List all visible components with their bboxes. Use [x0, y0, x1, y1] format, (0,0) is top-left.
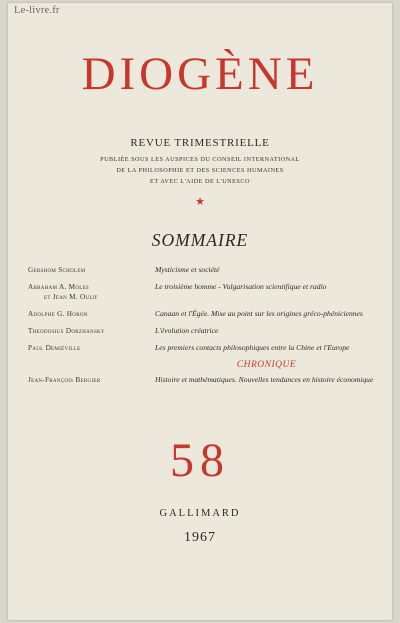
toc-author	[28, 265, 155, 275]
star-icon: ★	[195, 196, 205, 208]
table-of-contents	[28, 265, 378, 392]
toc-entry	[28, 326, 378, 336]
chronique-heading: CHRONIQUE	[236, 360, 297, 370]
journal-title: DIOGÈNE	[81, 48, 319, 100]
toc-author	[28, 326, 155, 336]
publisher-line: PUBLIÉE SOUS LES AUSPICES DU CONSEIL INTERNATIONAL	[100, 156, 300, 163]
toc-entry	[28, 309, 378, 319]
toc-entry	[28, 343, 378, 353]
toc-article-title: L'évolution créatrice	[155, 326, 219, 335]
book-cover	[8, 3, 392, 620]
toc-author	[28, 309, 155, 319]
toc-entry	[28, 375, 378, 385]
toc-entry	[28, 282, 378, 302]
author-name: et Jean M. Oulif	[44, 293, 98, 301]
toc-article-title: Les premiers contacts philosophiques entre la Chine et l'Europe	[155, 343, 350, 352]
publisher-line: ET AVEC L'AIDE DE L'UNESCO	[150, 178, 250, 185]
author-name: Theodosius Dobzhansky	[28, 327, 105, 335]
toc-author	[28, 282, 155, 302]
toc-article-title: Canaan et l'Égée. Mise au point sur les origines gréco-phéniciennes	[155, 309, 363, 318]
toc-author	[28, 375, 155, 385]
toc-article-title: Histoire et mathématiques. Nouvelles tendances en histoire économique	[155, 375, 374, 384]
author-name: Gershom Scholem	[28, 266, 86, 274]
toc-entry	[28, 265, 378, 275]
publisher-name: GALLIMARD	[159, 508, 241, 519]
author-name: Adolphe G. Horon	[28, 310, 88, 318]
toc-author	[28, 343, 155, 353]
author-name: Abraham A. Moles	[28, 283, 90, 291]
publication-year: 1967	[184, 530, 216, 545]
publisher-line: DE LA PHILOSOPHIE ET DES SCIENCES HUMAINES	[116, 167, 284, 174]
journal-subtitle: REVUE TRIMESTRIELLE	[130, 137, 270, 149]
author-name: Paul Demiéville	[28, 344, 81, 352]
author-name: Jean-François Bergier	[28, 376, 101, 384]
issue-number: 58	[170, 434, 230, 487]
toc-article-title: Le troisième homme - Vulgarisation scientifique et radio	[155, 282, 327, 291]
seller-watermark: Le-livre.fr	[14, 5, 60, 16]
sommaire-heading: SOMMAIRE	[151, 230, 249, 250]
publisher-lines	[8, 154, 392, 187]
toc-article-title: Mysticisme et société	[155, 265, 220, 274]
